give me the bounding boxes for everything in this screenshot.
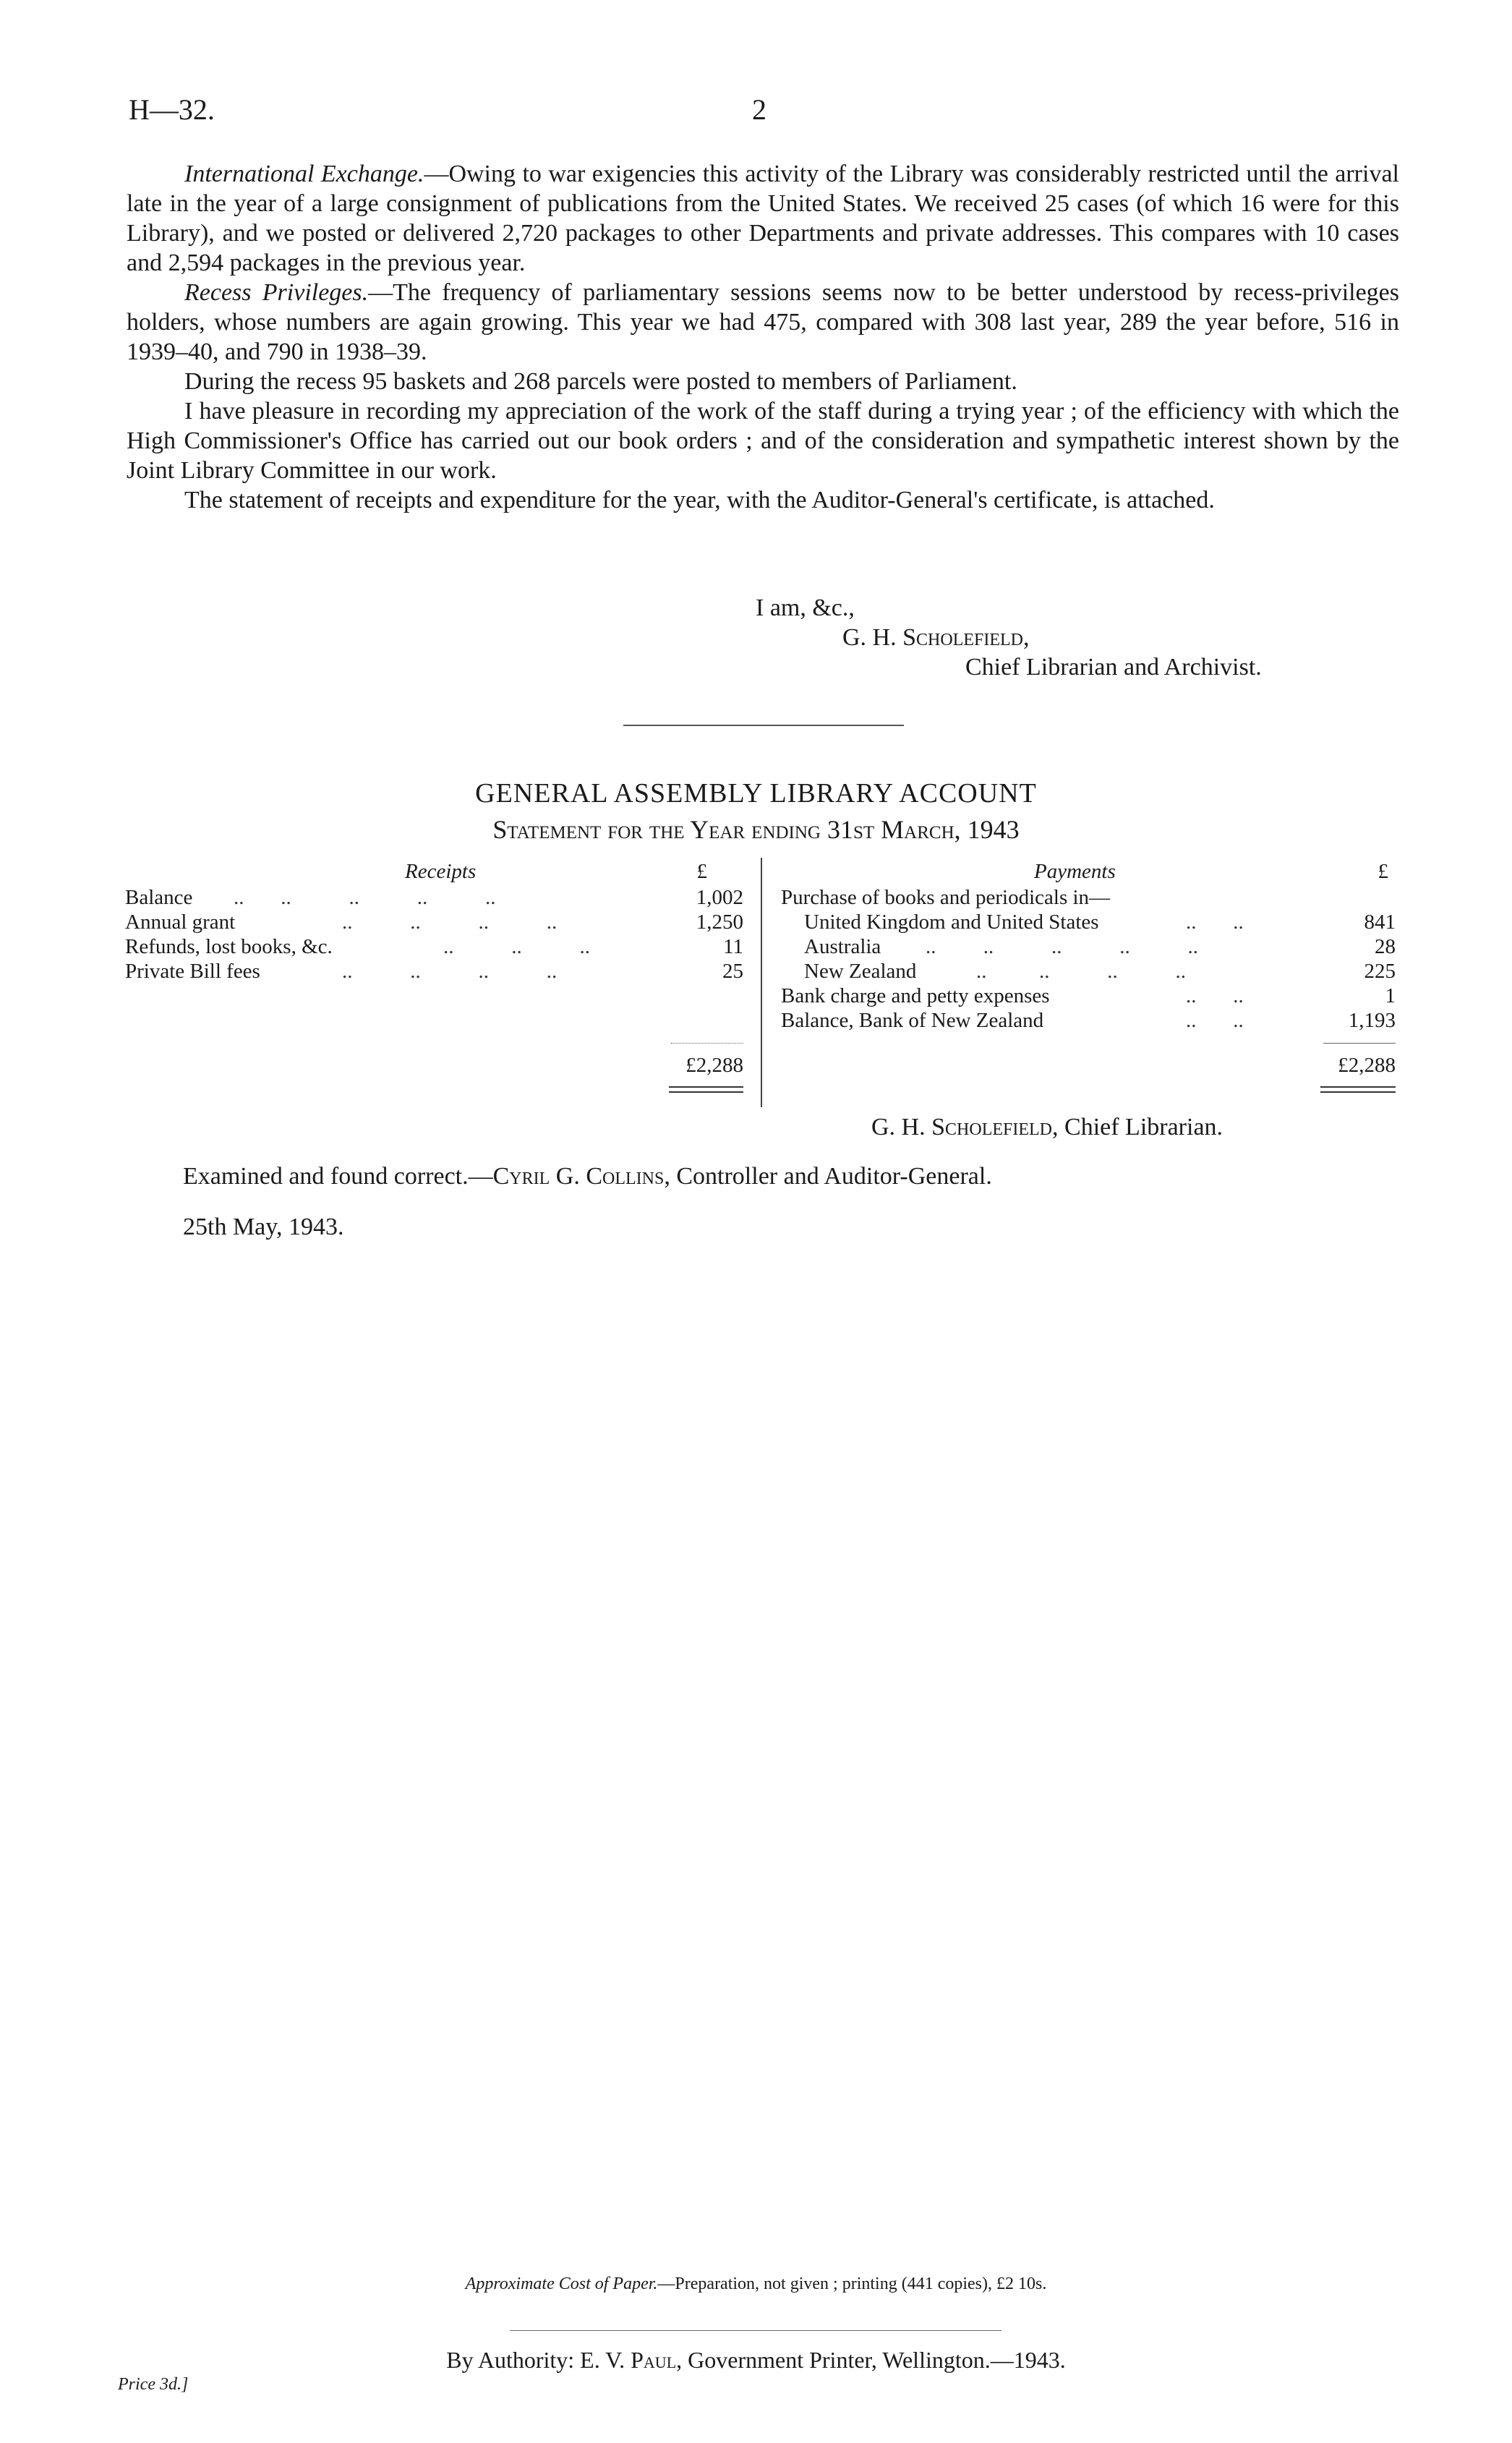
payments-list bbox=[781, 885, 1396, 1033]
audit-certificate bbox=[183, 1161, 992, 1191]
signoff-name: G. H. Scholefield, bbox=[842, 624, 1030, 651]
payment-amount: 1 bbox=[1385, 984, 1396, 1007]
receipts-currency: £ bbox=[696, 860, 707, 883]
account-title: GENERAL ASSEMBLY LIBRARY ACCOUNT bbox=[475, 778, 1037, 809]
audit-date: 25th May, 1943. bbox=[183, 1214, 344, 1240]
payment-amount: 841 bbox=[1364, 911, 1396, 934]
receipt-label: Refunds, lost books, &c. bbox=[125, 935, 333, 958]
printer-rest: Government Printer, Wellington.—1943. bbox=[688, 2347, 1066, 2373]
payments-lead-row: Purchase of books and periodicals in— bbox=[781, 886, 1111, 909]
payment-label: Balance, Bank of New Zealand bbox=[781, 1009, 1044, 1032]
account-subtitle: Statement for the Year ending 31st March, 1943 bbox=[492, 815, 1020, 844]
receipt-row: Balance .. .. .. .. .. 1,002 bbox=[125, 886, 743, 909]
payment-label: United Kingdom and United States bbox=[804, 911, 1099, 934]
payment-label: Bank charge and petty expenses bbox=[781, 984, 1050, 1007]
account-signature-name: G. H. Scholefield, bbox=[871, 1114, 1059, 1141]
cost-of-paper-note bbox=[0, 2274, 1512, 2294]
authority-lead: By Authority: bbox=[446, 2347, 575, 2373]
receipt-row: Refunds, lost books, &c. .. .. .. 11 bbox=[125, 935, 743, 958]
receipt-amount: 1,002 bbox=[696, 886, 743, 909]
paragraph-body: —Owing to war exigencies this activity of the Library was considerably restricted until the arrival late in the year of a large consignment of publications from the United States. We received 25 cases (of which 16 were for this Library), and we posted or delivered 2,720 packages to other Departments and private addresses. This compares with 10 cases and 2,594 packages in the previous year. bbox=[127, 161, 1399, 276]
cost-label: Approximate Cost of Paper. bbox=[465, 2274, 658, 2293]
paragraph-appreciation: I have pleasure in recording my appreciation of the work of the staff during a trying year ; of the efficiency with which the High Commissioner's Office has carried out our book orders ; and of the consideration and sympathetic interest shown by the Joint Library Committee in our work. bbox=[127, 398, 1399, 484]
receipts-heading: Receipts bbox=[405, 860, 477, 883]
receipt-row: Annual grant .. .. .. .. 1,250 bbox=[125, 911, 743, 934]
price: Price 3d.] bbox=[118, 2375, 189, 2394]
receipts-total: £2,288 bbox=[685, 1054, 743, 1077]
payment-label: Australia bbox=[804, 935, 881, 958]
paragraph-heading: International Exchange. bbox=[184, 161, 424, 187]
audit-lead: Examined and found correct.— bbox=[183, 1163, 493, 1190]
footer-divider bbox=[510, 2330, 1001, 2331]
cost-text: —Preparation, not given ; printing (441 copies), £2 10s. bbox=[657, 2274, 1047, 2293]
receipt-label: Annual grant bbox=[125, 911, 236, 934]
payment-row: Australia .. .. .. .. .. 28 bbox=[781, 934, 1396, 959]
payments-total-double-rule bbox=[1320, 1086, 1396, 1093]
auditor-name: Cyril G. Collins, bbox=[492, 1163, 670, 1190]
account-signature-title: Chief Librarian. bbox=[1064, 1114, 1223, 1141]
payment-amount: 28 bbox=[1375, 935, 1396, 958]
payments-total: £2,288 bbox=[1338, 1054, 1396, 1077]
payment-row: Bank charge and petty expenses .. .. 1 bbox=[781, 984, 1396, 1007]
receipt-row: Private Bill fees .. .. .. .. 25 bbox=[125, 960, 743, 983]
signoff-title: Chief Librarian and Archivist. bbox=[965, 654, 1262, 681]
payment-amount: 1,193 bbox=[1348, 1009, 1396, 1032]
receipt-amount: 25 bbox=[722, 960, 743, 983]
body-text bbox=[127, 159, 1399, 515]
payments-subtotal-rule bbox=[1323, 1043, 1396, 1044]
paragraph-statement: The statement of receipts and expenditure for the year, with the Auditor-General's certificate, is attached. bbox=[184, 487, 1215, 513]
payment-label: New Zealand bbox=[804, 960, 917, 983]
payment-row: United Kingdom and United States .. .. 841 bbox=[781, 910, 1396, 934]
paragraph-recess-privileges bbox=[127, 278, 1399, 367]
auditor-role: Controller and Auditor-General. bbox=[676, 1163, 992, 1190]
receipt-label: Private Bill fees bbox=[125, 960, 260, 983]
payment-row: Balance, Bank of New Zealand .. .. 1,193 bbox=[781, 1009, 1396, 1032]
printer-authority bbox=[0, 2347, 1512, 2374]
receipts-list bbox=[125, 885, 743, 984]
page-number: 2 bbox=[752, 93, 766, 126]
printer-name: E. V. Paul, bbox=[580, 2347, 683, 2373]
account-signature bbox=[871, 1112, 1223, 1142]
payments-currency: £ bbox=[1378, 860, 1388, 883]
payment-amount: 225 bbox=[1364, 960, 1396, 983]
signoff-closing: I am, &c., bbox=[756, 594, 855, 621]
paragraph-body: —The frequency of parliamentary sessions seems now to be better understood by recess-privileges holders, whose numbers are again growing. This year we had 475, compared with 308 last year, 289 the year before, 516 in 1939–40, and 790 in 1938–39. bbox=[127, 279, 1399, 365]
receipts-subtotal-rule bbox=[671, 1043, 743, 1044]
section-divider bbox=[623, 725, 904, 726]
payment-row: New Zealand .. .. .. .. 225 bbox=[781, 959, 1396, 984]
receipt-amount: 11 bbox=[723, 935, 743, 958]
document-reference: H—32. bbox=[129, 93, 215, 126]
paragraph-international-exchange bbox=[127, 159, 1399, 278]
receipt-label: Balance bbox=[125, 886, 193, 909]
paragraph-heading: Recess Privileges. bbox=[184, 279, 369, 306]
column-divider bbox=[761, 858, 762, 1107]
paragraph-recess-parcels: During the recess 95 baskets and 268 parcels were posted to members of Parliament. bbox=[184, 368, 1017, 395]
payments-heading: Payments bbox=[1034, 860, 1116, 883]
receipts-total-double-rule bbox=[669, 1086, 743, 1093]
receipt-amount: 1,250 bbox=[696, 911, 743, 934]
